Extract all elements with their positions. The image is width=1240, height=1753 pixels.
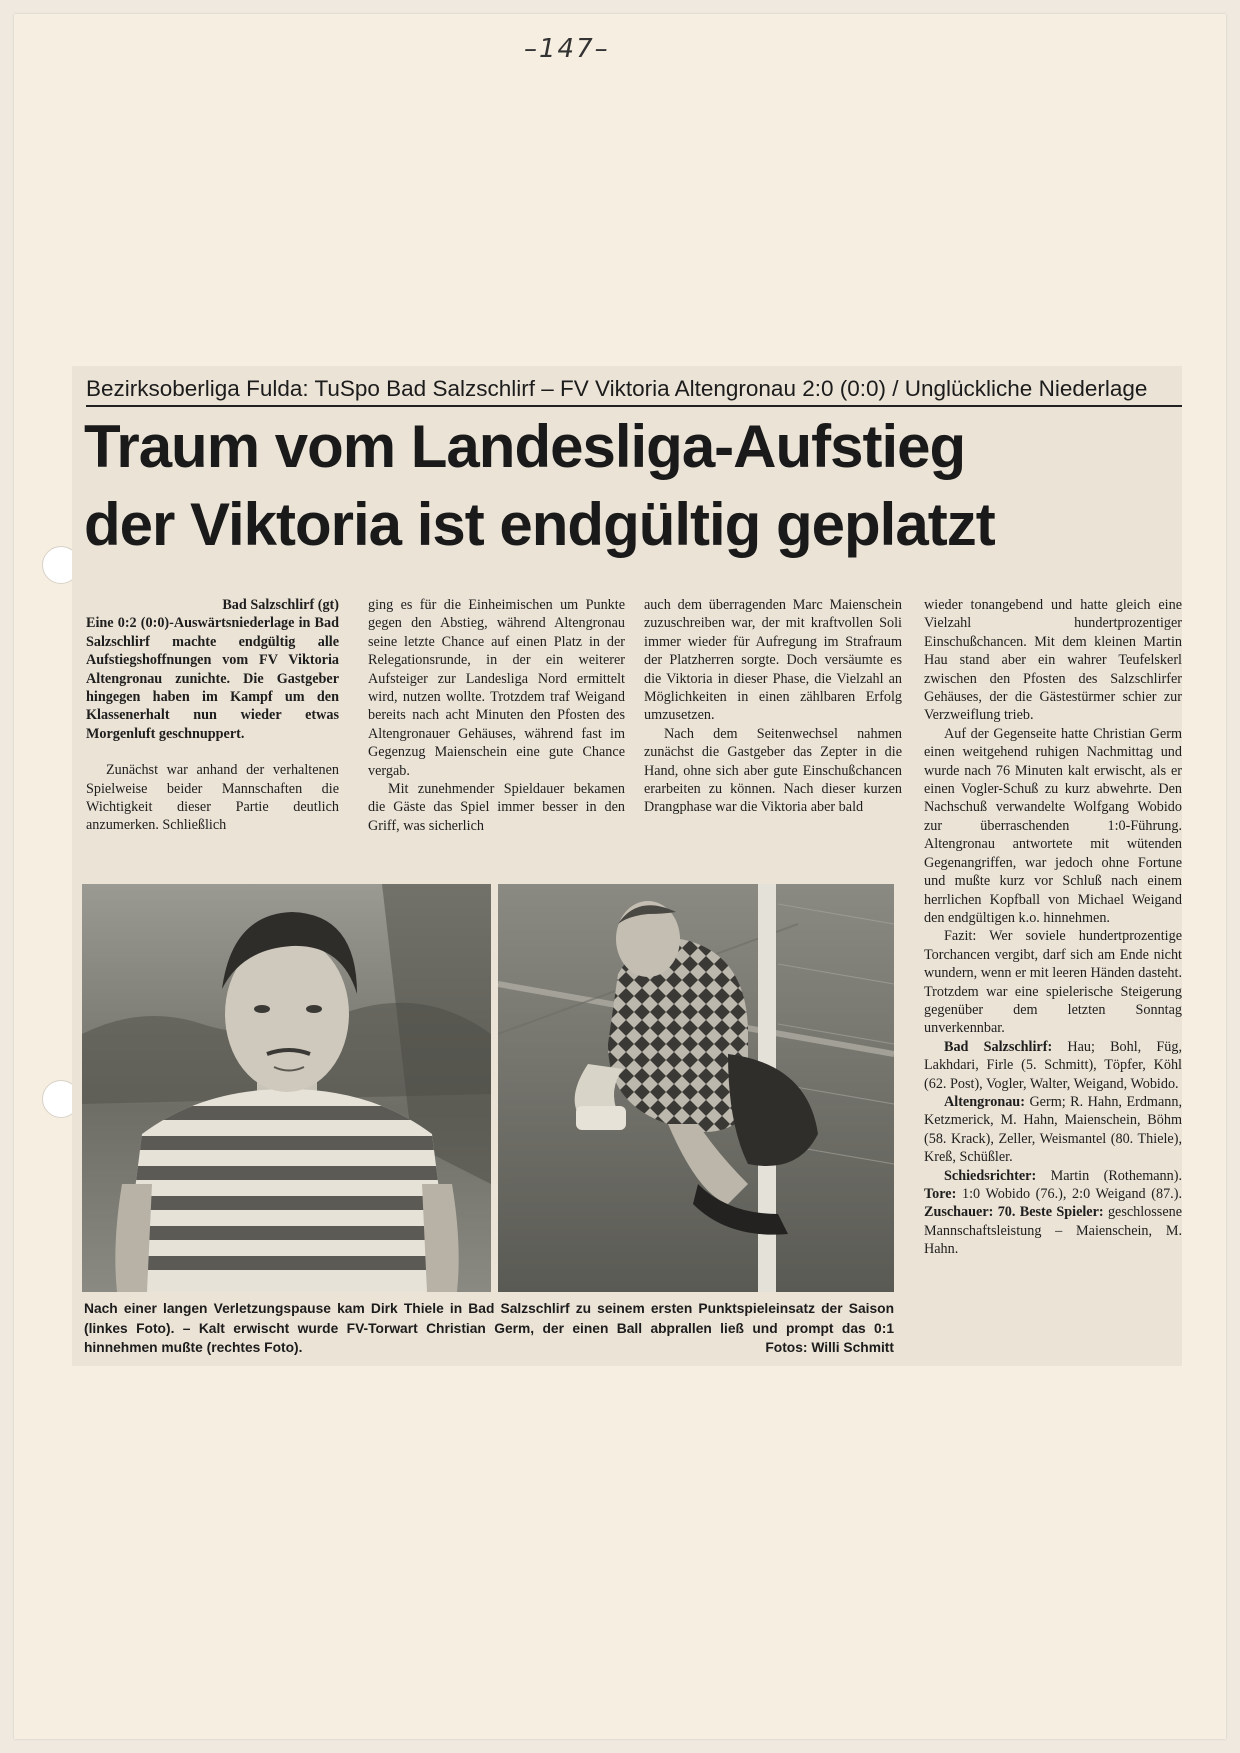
article-headline: [84, 408, 1174, 564]
article-column-3: [644, 596, 902, 817]
article-column-2: [368, 596, 625, 835]
headline-line-1: Traum vom Landesliga-Aufstieg: [84, 413, 966, 480]
photo-goalkeeper-illustration: [498, 884, 894, 1292]
lineup-away: [924, 1093, 1182, 1167]
dateline: Bad Salzschlirf (gt): [222, 597, 339, 613]
lineup-away-text: Germ; R. Hahn, Erdmann, Ketzmerick, M. Hahn, Maienschein, Böhm (58. Krack), Zeller, Weismantel (80. Thiele), Kreß, Schüßler.: [924, 1093, 1182, 1166]
body-paragraph: Auf der Gegenseite hatte Christian Germ einen weitgehend ruhigen Nachmittag und wurde nach 76 Minuten kalt erwischt, als er einen Vogler-Schuß zu kurz abwehrte. Den Nachschuß verwandelte Wolfgang Wobido zur überraschenden 1:0-Führung. Altengronau antwortete mit wütenden Gegenangriffen, war jedoch ohne Fortune und mußte kurz vor Schluß nach einem herrlichen Kopfball von Michael Weigand den endgültigen k.o. hinnehmen.: [924, 725, 1182, 926]
photo-player-striped-shirt: [82, 884, 491, 1292]
lineup-home: [924, 1038, 1182, 1093]
photo-player-illustration: [82, 884, 491, 1292]
spectators-text: 70.: [997, 1204, 1016, 1221]
body-paragraph: Zunächst war anhand der verhaltenen Spielweise beider Mannschaften die Wichtigkeit dieser Partie deutlich anzumerken. Schließlich: [86, 762, 339, 834]
headline-line-2: der Viktoria ist endgültig geplatzt: [84, 491, 995, 558]
best-players-label: Beste Spieler:: [1019, 1204, 1104, 1221]
article-kicker: Bezirksoberliga Fulda: TuSpo Bad Salzschlirf – FV Viktoria Altengronau 2:0 (0:0) / Unglückliche Niederlage: [86, 376, 1148, 401]
article-lead: Eine 0:2 (0:0)-Auswärtsniederlage in Bad Salzschlirf machte endgültig alle Aufstiegshoffnungen vom FV Viktoria Altengronau zunichte. Die Gastgeber hingegen haben im Kampf um den Klassenerhalt nun wieder etwas Morgenluft geschnuppert.: [86, 615, 339, 742]
spectators-label: Zuschauer:: [924, 1204, 994, 1221]
goals-label: Tore:: [924, 1186, 957, 1202]
article-column-1: [86, 596, 339, 835]
caption-text: Nach einer langen Verletzungspause kam Dirk Thiele in Bad Salzschlirf zu seinem ersten Punktspieleinsatz der Saison (linkes Foto). – Kalt erwischt wurde FV-Torwart Christian Germ, der einen Ball abprallen ließ und prompt das 0:1 hinnehmen mußte (rechtes Foto).: [84, 1301, 894, 1355]
lineup-home-label: Bad Salzschlirf:: [944, 1038, 1053, 1055]
photo-caption: [84, 1299, 894, 1358]
lineup-home-text: Hau; Bohl, Füg, Lakhdari, Firle (5. Schmitt), Töpfer, Köhl (62. Post), Vogler, Walter, Weigand, Wobido.: [924, 1038, 1183, 1092]
page-number: –147–: [524, 34, 610, 64]
match-facts: [924, 1167, 1182, 1259]
body-paragraph: Fazit: Wer soviele hundertprozentige Torchancen vergibt, darf sich am Ende nicht wundern, wenn er mit leeren Händen dasteht. Trotzdem war eine spielerische Steigerung gegenüber dem letzten Sonntag unverkennbar.: [924, 928, 1182, 1037]
lineup-away-label: Altengronau:: [944, 1093, 1025, 1110]
referee-text: Martin (Rothemann).: [1050, 1167, 1182, 1184]
body-paragraph: Mit zunehmender Spieldauer bekamen die Gäste das Spiel immer besser in den Griff, was sicherlich: [368, 781, 625, 834]
referee-label: Schiedsrichter:: [944, 1167, 1037, 1184]
body-paragraph: ging es für die Einheimischen um Punkte gegen den Abstieg, während Altengronau seine letzte Chance auf einen Platz in der Relegationsrunde, in der ein weiterer Aufsteiger zur Landesliga Nord ermittelt wird, nutzen wollte. Trotzdem traf Weigand bereits nach acht Minuten den Pfosten des Altengronauer Gehäuses, während fast im Gegenzug Maienschein eine gute Chance vergab.: [368, 597, 625, 779]
article-column-4: [924, 596, 1182, 1259]
body-paragraph: auch dem überragenden Marc Maienschein zuzuschreiben war, der mit kraftvollen Soli immer wieder für Aufregung im Strafraum der Platzherren sorgte. Doch versäumte es die Viktoria in dieser Phase, die Vielzahl an Möglichkeiten in einen zählbaren Erfolg umzusetzen.: [644, 597, 902, 724]
kicker-rule: [86, 405, 1182, 407]
photo-goalkeeper-crouching: [498, 884, 894, 1292]
body-paragraph: Nach dem Seitenwechsel nahmen zunächst die Gastgeber das Zepter in die Hand, ohne sich aber gute Einschußchancen erarbeiten zu können. Nach dieser kurzen Drangphase war die Viktoria aber bald: [644, 725, 902, 816]
body-paragraph: wieder tonangebend und hatte gleich eine Vielzahl hundertprozentiger Einschußchancen. Mit dem kleinen Martin Hau stand aber ein wahrer Teufelskerl zwischen den Pfosten des Salzschlirfer Gehäuses, der die Gästestürmer schier zur Verzweiflung trieb.: [924, 597, 1182, 724]
goals-text: 1:0 Wobido (76.), 2:0 Weigand (87.).: [961, 1186, 1182, 1202]
best-players-text: geschlossene Mannschaftsleistung – Maienschein, M. Hahn.: [924, 1204, 1183, 1258]
photo-credit: Fotos: Willi Schmitt: [765, 1340, 894, 1355]
